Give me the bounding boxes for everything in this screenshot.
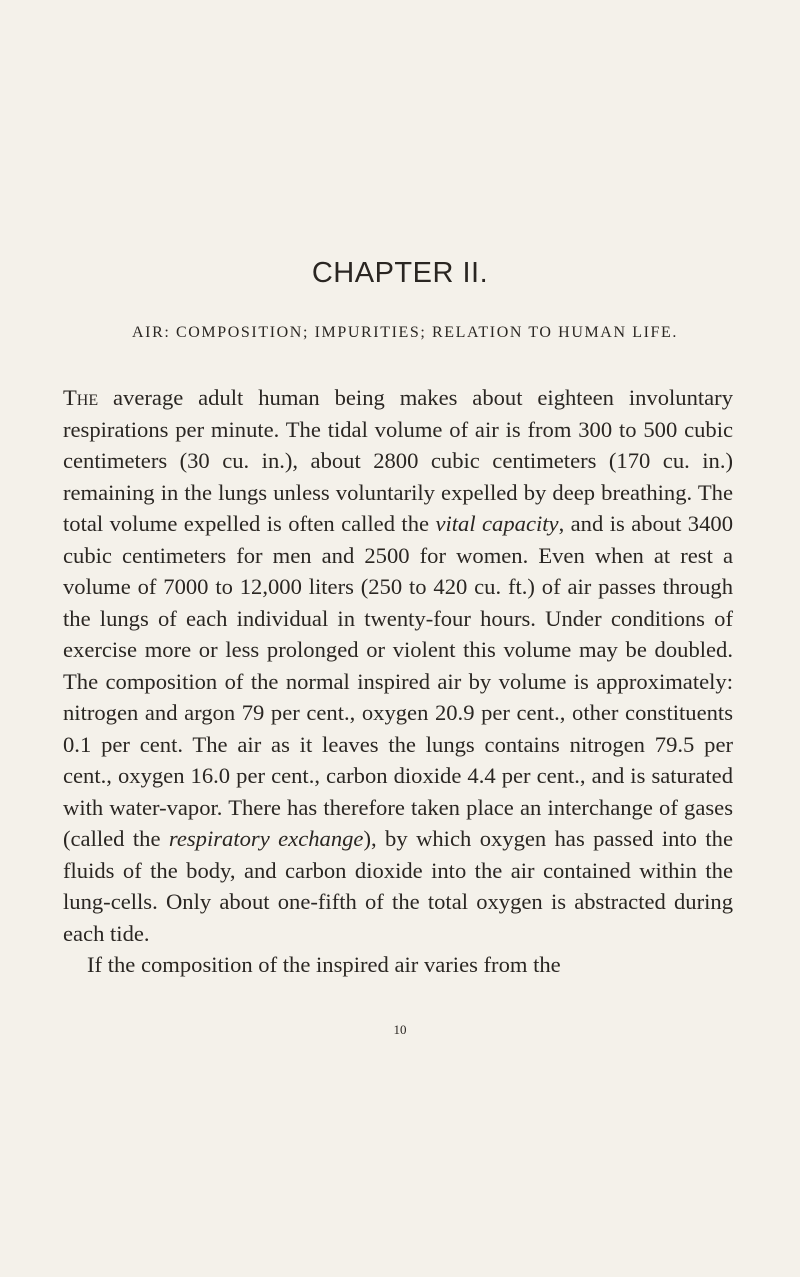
term-vital-capacity: vital capacity	[435, 511, 559, 536]
page-number: 10	[393, 1022, 407, 1037]
paragraph-2: If the composition of the inspired air varies from the	[87, 952, 561, 977]
paragraph-lead-word: The	[63, 385, 99, 410]
paragraph-1-part-2: , and is about 3400 cubic centimeters for men and 2500 for women. Even when at rest a volume of 7000 to 12,000 liters (250 to 420 cu. ft.) of air passes through the lungs of each individual in twenty-four hours. Under conditions of exercise more or less prolonged or violent this volume may be doubled. The composition of the normal inspired air by volume is approximately: nitrogen and argon 79 per cent., oxygen 20.9 per cent., other constituents 0.1 per cent. The air as it leaves the lungs contains nitrogen 79.5 per cent., oxygen 16.0 per cent., carbon dioxide 4.4 per cent., and is saturated with water-vapor. There has therefore taken place an interchange of gases (called the	[63, 511, 733, 851]
chapter-title: CHAPTER II.	[311, 257, 489, 289]
term-respiratory-exchange: respiratory exchange	[168, 826, 364, 851]
chapter-subtitle: AIR: COMPOSITION; IMPURITIES; RELATION TO HUMAN LIFE.	[132, 324, 678, 341]
body-text	[63, 382, 733, 981]
paragraph-1	[63, 382, 733, 949]
paragraph-1-part-1: average adult human being makes about eighteen involuntary respirations per minute. The tidal volume of air is from 300 to 500 cubic centimeters (30 cu. in.), about 2800 cubic centimeters (170 cu. in.) remaining in the lungs unless voluntarily expelled by deep breathing. The total volume expelled is often called the	[63, 385, 733, 536]
paragraph-1-part-3: ), by which oxygen has passed into the fluids of the body, and carbon dioxide into the air contained within the lung-cells. Only about one-fifth of the total oxygen is abstracted during each tide.	[63, 826, 733, 946]
